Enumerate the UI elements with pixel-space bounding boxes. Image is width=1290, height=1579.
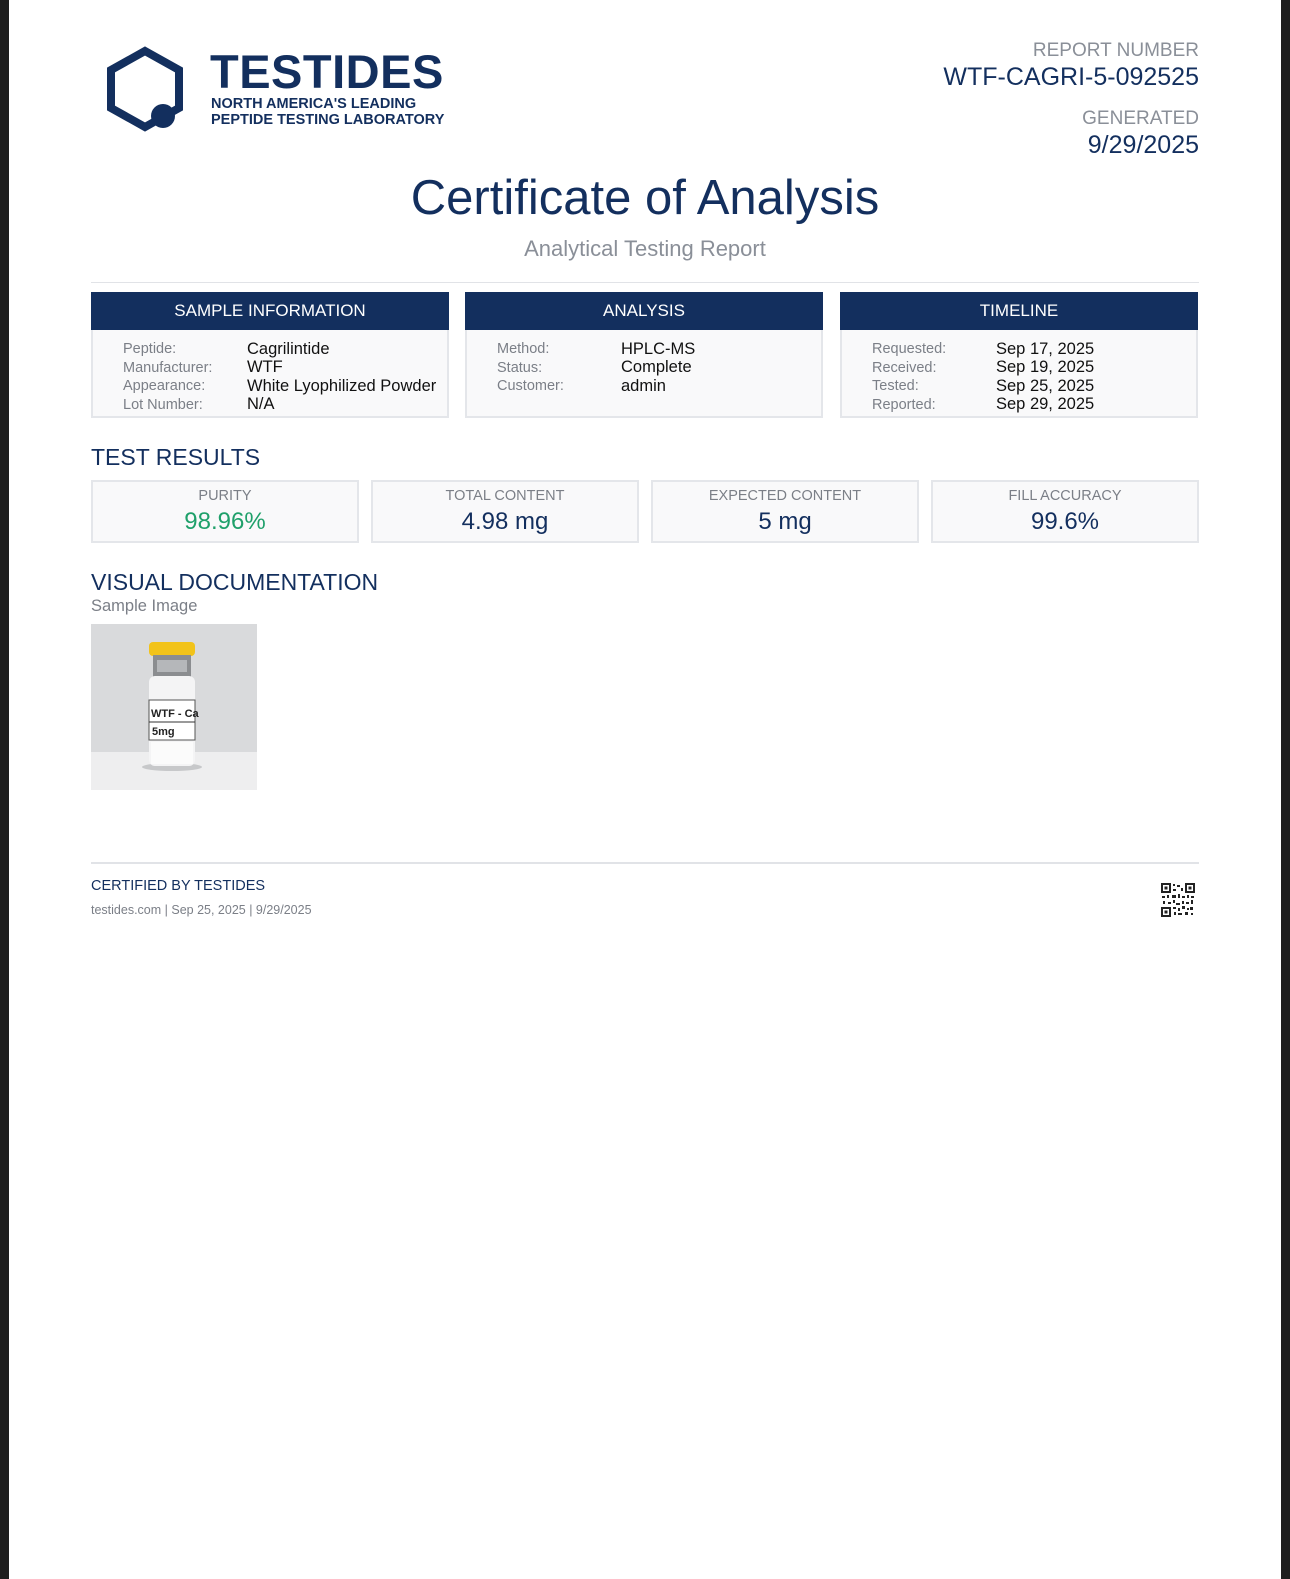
info-key: Customer: bbox=[497, 378, 564, 395]
timeline-panel bbox=[840, 292, 1198, 418]
info-key: Peptide: bbox=[123, 341, 177, 358]
info-key: Status: bbox=[497, 359, 543, 376]
info-key: Requested: bbox=[872, 341, 947, 358]
tagline-line-2: PEPTIDE TESTING LABORATORY bbox=[211, 112, 445, 128]
card-label: PURITY bbox=[198, 488, 252, 504]
info-value: Sep 29, 2025 bbox=[996, 395, 1095, 414]
info-row bbox=[123, 377, 447, 396]
info-key: Appearance: bbox=[123, 378, 206, 395]
test-results-cards bbox=[91, 480, 1200, 543]
footer-info: testides.com | Sep 25, 2025 | 9/29/2025 bbox=[91, 903, 312, 917]
timeline-heading: TIMELINE bbox=[840, 292, 1198, 330]
report-number-label: REPORT NUMBER bbox=[1032, 40, 1199, 61]
tagline-line-1: NORTH AMERICA'S LEADING bbox=[211, 96, 417, 112]
page-title: Certificate of Analysis bbox=[410, 171, 880, 225]
info-key: Method: bbox=[497, 341, 550, 358]
report-meta bbox=[943, 40, 1199, 160]
total-content-value: 4.98 mg bbox=[461, 508, 549, 535]
info-row bbox=[872, 377, 1196, 396]
vial-photo-icon bbox=[91, 624, 257, 790]
expected-content-value: 5 mg bbox=[758, 508, 812, 535]
qr-code-icon[interactable] bbox=[1161, 883, 1195, 917]
info-value: White Lyophilized Powder bbox=[247, 376, 437, 395]
info-key: Lot Number: bbox=[123, 396, 203, 413]
fill-accuracy-value: 99.6% bbox=[1030, 508, 1100, 535]
card-label: FILL ACCURACY bbox=[1008, 488, 1122, 504]
analysis-heading: ANALYSIS bbox=[465, 292, 823, 330]
sample-image-label: Sample Image bbox=[91, 597, 198, 615]
certificate-page bbox=[9, 0, 1281, 1579]
info-value: Sep 19, 2025 bbox=[996, 358, 1095, 377]
certified-by: CERTIFIED BY TESTIDES bbox=[91, 878, 266, 894]
info-value: admin bbox=[621, 376, 666, 395]
info-row bbox=[497, 359, 821, 378]
sample-vial-image[interactable] bbox=[91, 624, 257, 790]
info-row bbox=[872, 359, 1196, 378]
info-value: Sep 17, 2025 bbox=[996, 339, 1095, 358]
info-row bbox=[497, 377, 821, 396]
total-content-card bbox=[371, 480, 639, 543]
visual-documentation-heading: VISUAL DOCUMENTATION bbox=[91, 569, 379, 595]
info-key: Manufacturer: bbox=[123, 359, 213, 376]
info-value: Complete bbox=[621, 358, 692, 377]
info-value: Cagrilintide bbox=[247, 339, 330, 358]
generated-date: 9/29/2025 bbox=[1087, 131, 1199, 159]
test-results-heading: TEST RESULTS bbox=[91, 444, 261, 470]
info-value: Sep 25, 2025 bbox=[996, 376, 1095, 395]
purity-card bbox=[91, 480, 359, 543]
analysis-panel bbox=[465, 292, 823, 418]
info-row bbox=[872, 340, 1196, 359]
info-row bbox=[872, 396, 1196, 415]
info-row bbox=[123, 396, 447, 415]
info-value: WTF bbox=[247, 358, 283, 377]
generated-label: GENERATED bbox=[1082, 108, 1199, 129]
info-row bbox=[123, 340, 447, 359]
testides-logo bbox=[105, 46, 465, 132]
fill-accuracy-card bbox=[931, 480, 1199, 543]
info-key: Reported: bbox=[872, 396, 936, 413]
info-row bbox=[123, 359, 447, 378]
report-number: WTF-CAGRI-5-092525 bbox=[943, 63, 1199, 91]
vial-label-line-2: 5mg bbox=[152, 726, 175, 738]
info-key: Received: bbox=[872, 359, 937, 376]
hexagon-logo-icon bbox=[105, 46, 185, 132]
info-value: N/A bbox=[247, 395, 275, 414]
footer-divider bbox=[91, 862, 1199, 864]
purity-value: 98.96% bbox=[184, 508, 266, 535]
brand-name: TESTIDES bbox=[210, 45, 444, 98]
info-value: HPLC-MS bbox=[621, 339, 696, 358]
brand-tagline bbox=[211, 96, 511, 128]
vial-label-line-1: WTF - Ca bbox=[151, 708, 199, 720]
sample-information-panel bbox=[91, 292, 449, 418]
card-label: TOTAL CONTENT bbox=[445, 488, 565, 504]
info-row bbox=[497, 340, 821, 359]
sample-information-heading: SAMPLE INFORMATION bbox=[91, 292, 449, 330]
page-subtitle: Analytical Testing Report bbox=[524, 236, 766, 261]
header-divider bbox=[91, 282, 1199, 283]
expected-content-card bbox=[651, 480, 919, 543]
info-key: Tested: bbox=[872, 378, 919, 395]
card-label: EXPECTED CONTENT bbox=[708, 488, 862, 504]
